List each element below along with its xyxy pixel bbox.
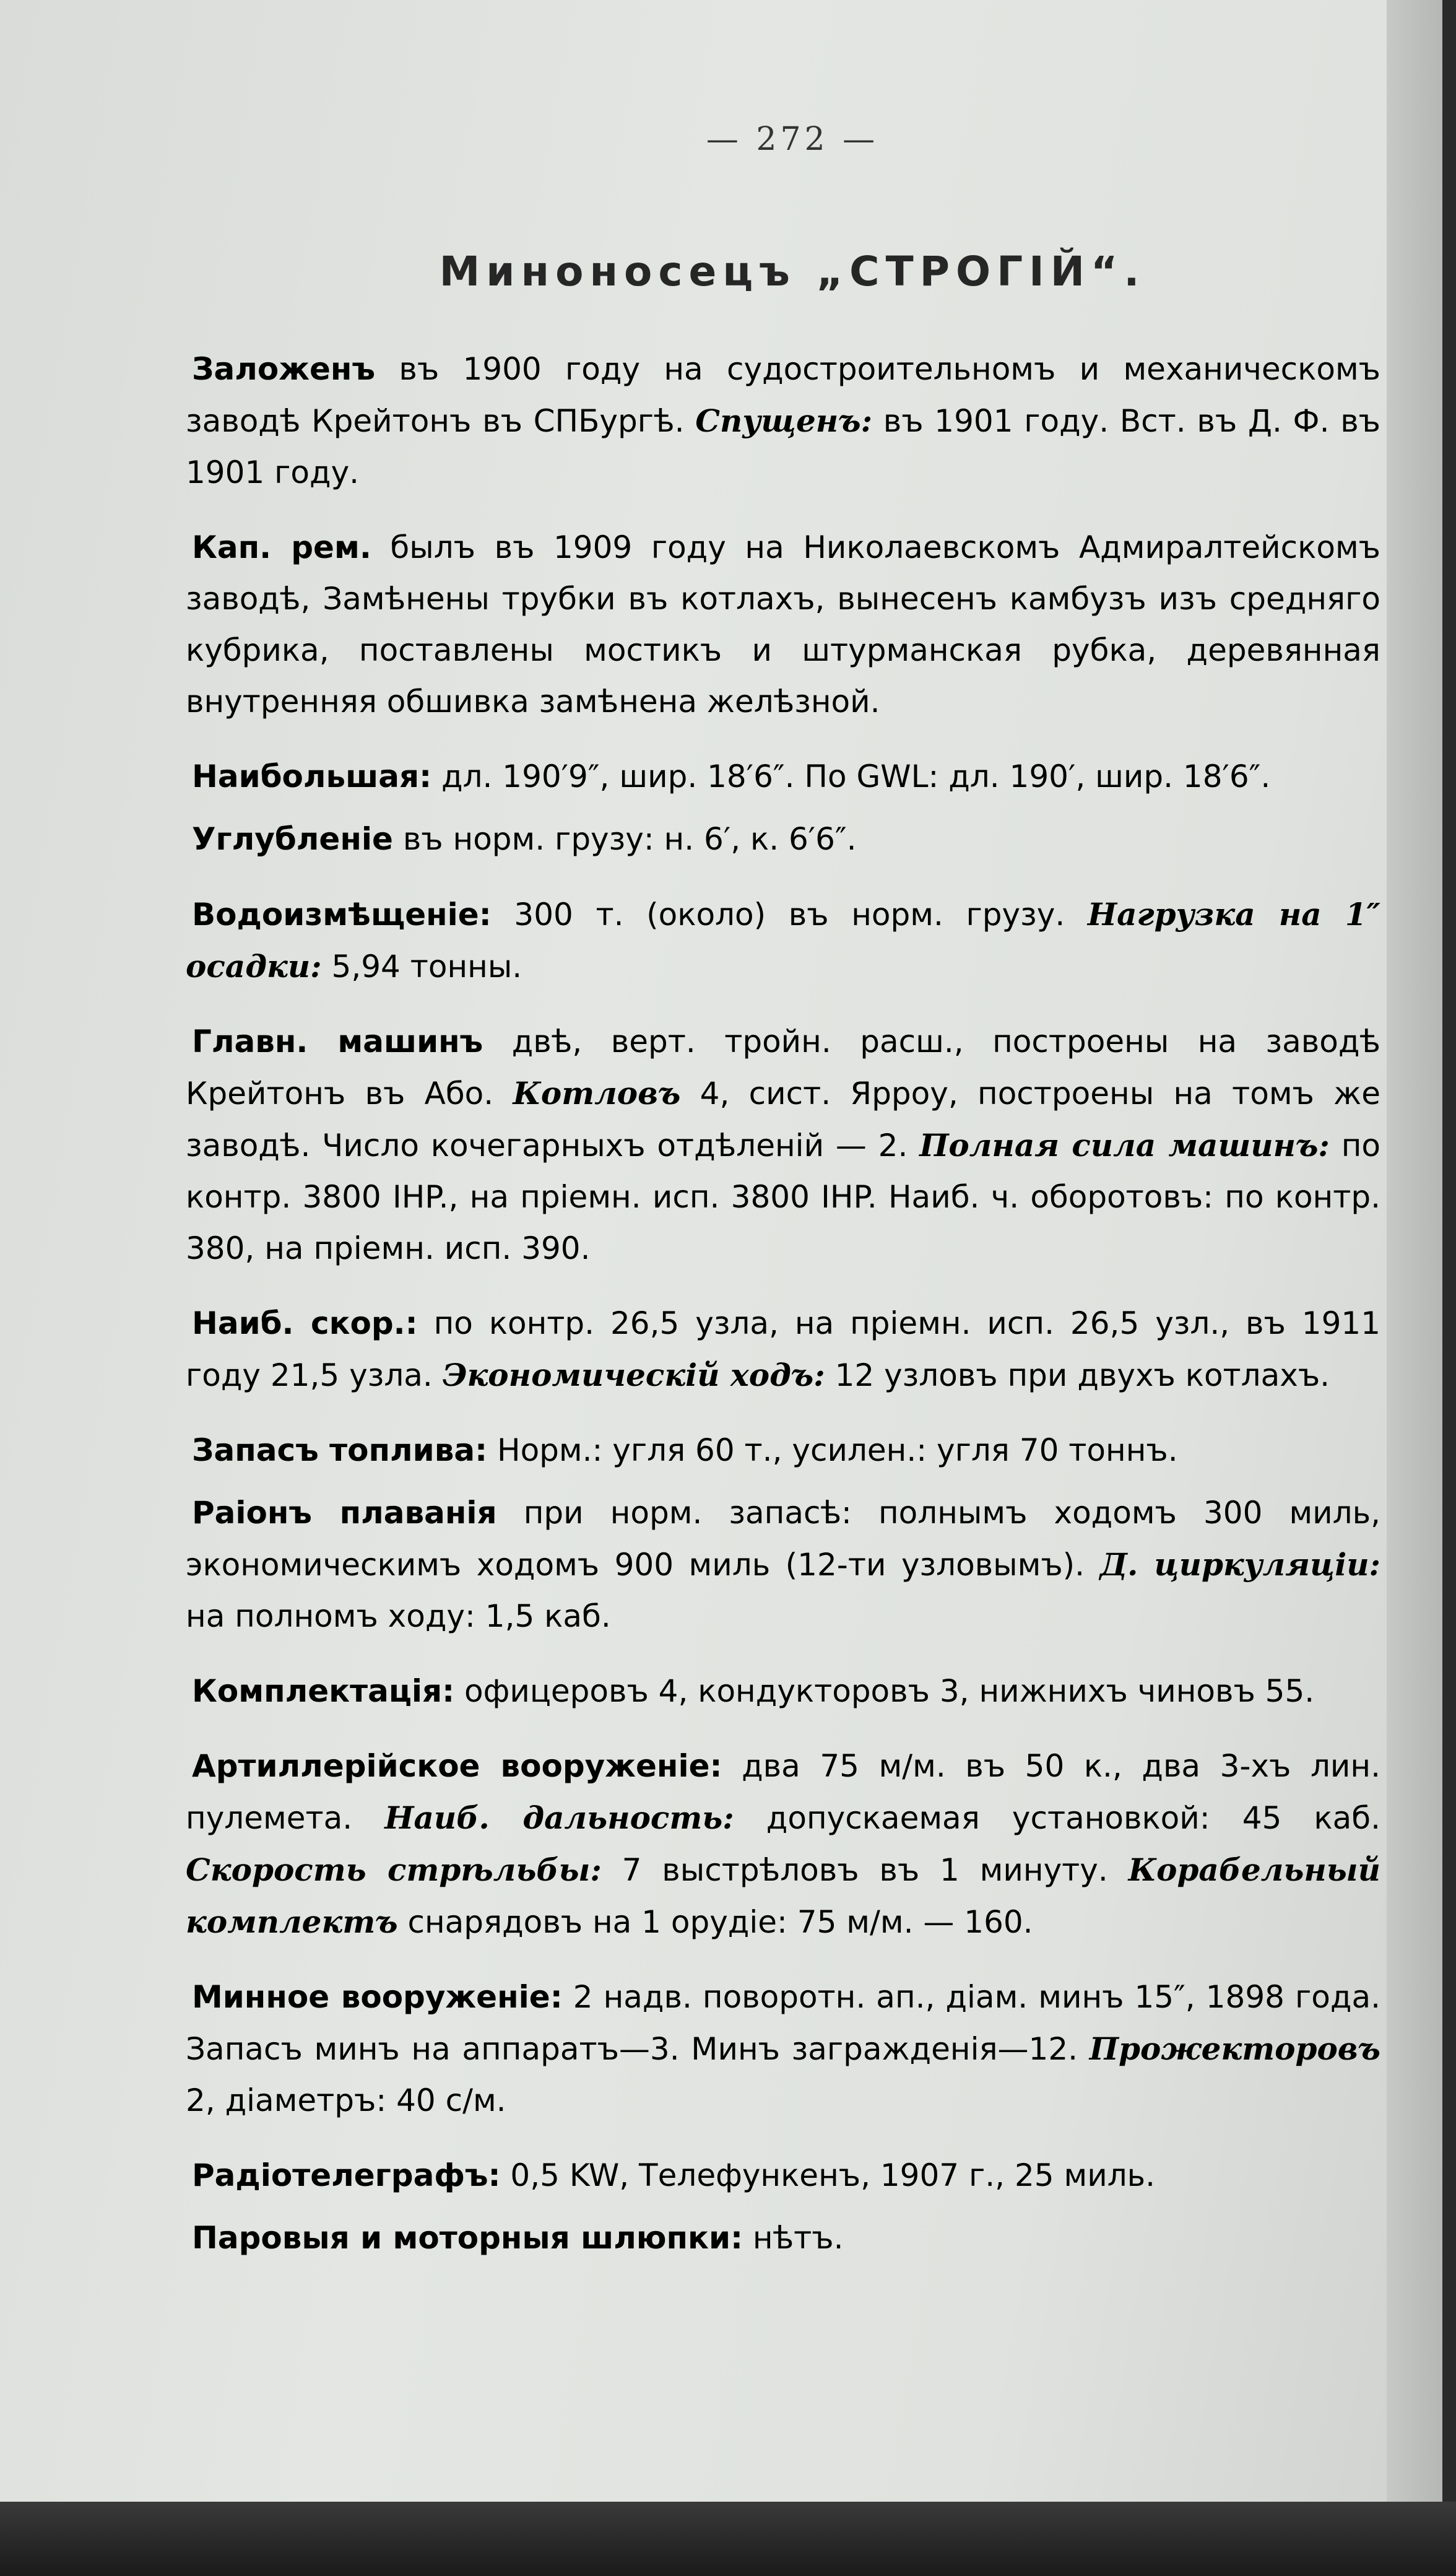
section-label: Углубленіе	[192, 821, 393, 857]
paragraph	[186, 751, 1380, 803]
section-label: Артиллерійское вооруженіе:	[192, 1748, 722, 1784]
paragraph-text: на полномъ ходу: 1,5 каб.	[186, 1598, 611, 1634]
section-label: Паровыя и моторныя шлюпки:	[192, 2220, 743, 2256]
page-title: Миноносецъ „СТРОГІЙ“.	[439, 248, 1146, 295]
section-label: Главн. машинъ	[192, 1024, 483, 1060]
italic-term: Прожекторовъ	[1089, 2030, 1380, 2067]
paragraph-text: по контр. 26,5 узла, на пріемн. исп. 26,5 узл., въ 1911 году 21,5 узла.	[186, 1305, 1381, 1393]
paragraph-text: два 75 м/м. въ 50 к., два 3-хъ лин. пулемета.	[186, 1748, 1380, 1836]
section-label: Наибольшая:	[192, 759, 432, 794]
paragraph-text: 5,94 тонны.	[321, 949, 522, 985]
paragraph-text: двѣ, верт. тройн. расш., построены на заводѣ Крейтонъ въ Або.	[186, 1024, 1380, 1112]
paragraph	[186, 889, 1380, 993]
paragraph-text: офицеровъ 4, кондукторовъ 3, нижнихъ чиновъ 55.	[454, 1673, 1315, 1709]
paragraph-text: въ 1901 году. Вст. въ Д. Ф. въ 1901 году.	[186, 403, 1380, 490]
paragraph-text: 7 выстрѣловъ въ 1 минуту.	[601, 1852, 1129, 1888]
paragraph	[186, 1298, 1380, 1401]
section-label: Кап. рем.	[192, 529, 371, 565]
dark-background-strip	[0, 2502, 1456, 2576]
italic-term: Котловъ	[513, 1075, 681, 1112]
paragraph-text: нѣтъ.	[743, 2220, 844, 2256]
paragraph-text: былъ въ 1909 году на Николаевскомъ Адмиралтейскомъ заводѣ, Замѣнены трубки въ котлахъ, вынесенъ камбузъ изъ средняго кубрика, поставлены мостикъ и штурманская рубка, деревянная внутренняя обшивка замѣнена желѣзной.	[186, 529, 1381, 720]
italic-term: Корабельный комплектъ	[186, 1852, 1381, 1940]
paragraph-text: дл. 190′9″, шир. 18′6″. По GWL: дл. 190′, шир. 18′6″.	[431, 759, 1271, 794]
paragraph	[186, 1972, 1380, 2126]
paragraph	[186, 522, 1380, 728]
paragraph-text: 2 надв. поворотн. ап., діам. минъ 15″, 1898 года. Запасъ минъ на аппаратъ—3. Минъ загражденія—12.	[186, 1979, 1380, 2067]
paragraph-text: 2, діаметръ: 40 с/м.	[186, 2082, 506, 2118]
section-label: Комплектація:	[192, 1673, 455, 1709]
italic-term: Наиб. дальность:	[384, 1799, 734, 1836]
paragraph	[186, 1425, 1380, 1476]
italic-term: Нагрузка на 1″ осадки:	[186, 896, 1381, 985]
paragraph-text: Норм.: угля 60 т., усилен.: угля 70 тоннъ.	[487, 1432, 1178, 1468]
paragraph-text: 300 т. (около) въ норм. грузу.	[491, 897, 1088, 933]
paragraph-text: въ 1900 году на судостроительномъ и механическомъ заводѣ Крейтонъ въ СПБургѣ.	[186, 351, 1380, 439]
page-number: — 272 —	[706, 121, 879, 158]
paragraph	[186, 2150, 1380, 2201]
paragraph	[186, 2213, 1380, 2264]
page-edge	[1387, 0, 1442, 2502]
paragraph-text: 0,5 KW, Телефункенъ, 1907 г., 25 миль.	[500, 2157, 1156, 2193]
section-label: Заложенъ	[192, 351, 376, 387]
italic-term: Полная сила машинъ:	[919, 1127, 1330, 1164]
italic-term: Скорость стрѣльбы:	[186, 1852, 602, 1888]
paragraph-text: 12 узловъ при двухъ котлахъ.	[825, 1357, 1330, 1393]
section-label: Наиб. скор.:	[192, 1305, 418, 1341]
paragraph-text: при норм. запасѣ: полнымъ ходомъ 300 миль, экономическимъ ходомъ 900 миль (12-ти узловымъ).	[186, 1495, 1380, 1583]
paragraph	[186, 1666, 1380, 1717]
paragraph-text: въ норм. грузу: н. 6′, к. 6′6″.	[392, 821, 857, 857]
paragraph	[186, 814, 1380, 865]
section-label: Минное вооруженіе:	[192, 1979, 563, 2015]
section-label: Раіонъ плаванія	[192, 1495, 497, 1531]
paragraph	[186, 1741, 1380, 1948]
italic-term: Экономическій ходъ:	[442, 1357, 825, 1393]
italic-term: Д. циркуляціи:	[1099, 1546, 1381, 1583]
paragraph-text: 4, сист. Ярроу, построены на томъ же заводѣ. Число кочегарныхъ отдѣленій — 2.	[186, 1076, 1380, 1164]
document-body	[186, 344, 1380, 2287]
paragraph-text: снарядовъ на 1 орудіе: 75 м/м. — 160.	[397, 1904, 1033, 1940]
section-label: Водоизмѣщеніе:	[192, 897, 492, 933]
paragraph	[186, 1016, 1380, 1274]
section-label: Радіотелеграфъ:	[192, 2157, 501, 2193]
section-label: Запасъ топлива:	[192, 1432, 488, 1468]
paragraph	[186, 344, 1380, 498]
paragraph-text: по контр. 3800 IHP., на пріемн. исп. 3800 IHP. Наиб. ч. оборотовъ: по контр. 380, на пріемн. исп. 390.	[186, 1128, 1380, 1266]
italic-term: Спущенъ:	[695, 402, 873, 439]
paragraph-text: допускаемая установкой: 45 каб.	[734, 1800, 1380, 1836]
paragraph	[186, 1487, 1380, 1642]
